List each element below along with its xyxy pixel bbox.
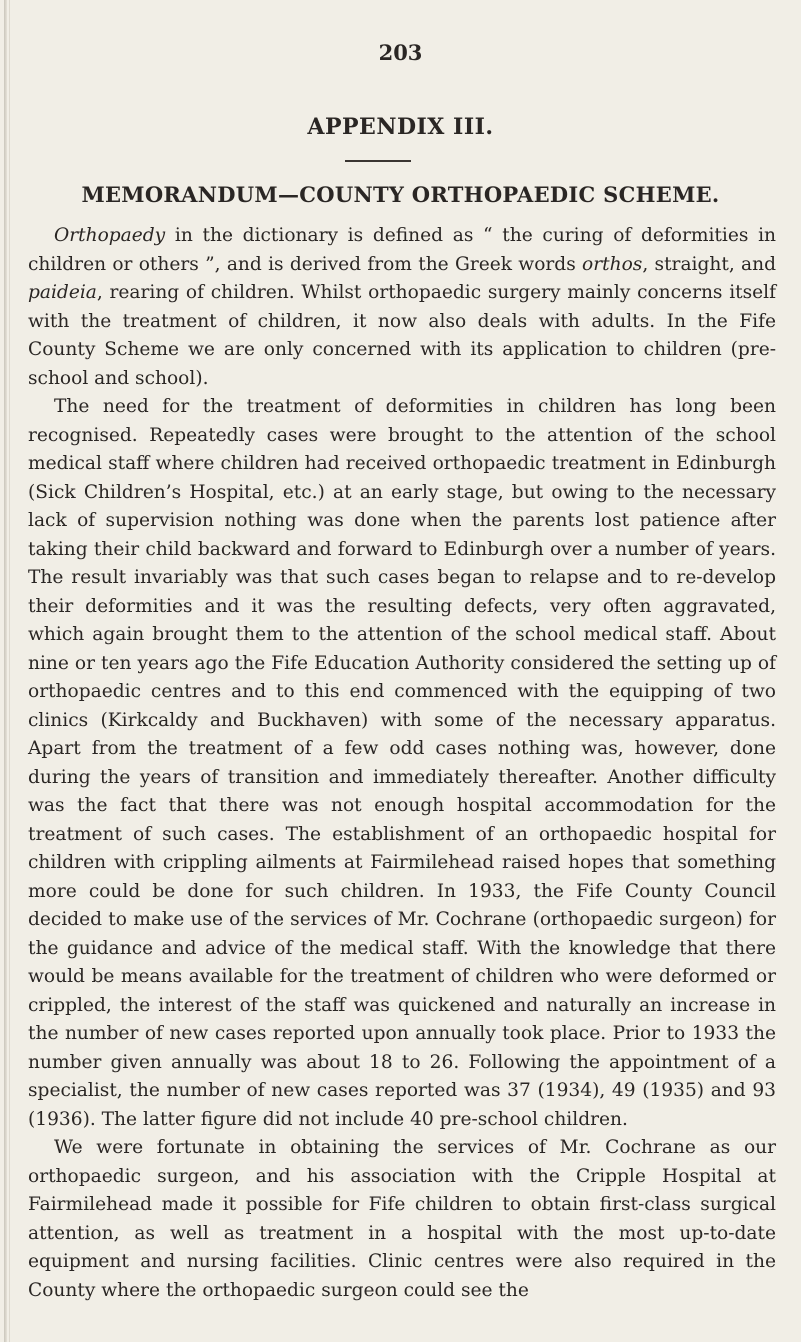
body-text (28, 222, 776, 1305)
greek-word-paideia: paideia (28, 282, 97, 303)
paragraph-history: The need for the treatment of deformities in children has long been recognised. Repeatedly cases were brought to the attention of the school medical staff where children had received orthopaedic treatment in Edinburgh (Sick Children’s Hospital, etc.) at an early stage, but owing to the necessary lack of supervision nothing was done when the parents lost patience after taking their child backward and forward to Edinburgh over a number of years. The result invariably was that such cases began to relapse and to re-develop their deformities and it was the resulting defects, very often aggravated, which again brought them to the attention of the school medical staff. About nine or ten years ago the Fife Education Authority considered the setting up of orthopaedic centres and to this end commenced with the equipping of two clinics (Kirkcaldy and Buckhaven) with some of the necessary apparatus. Apart from the treatment of a few odd cases nothing was, however, done during the years of transition and immediately thereafter. Another difficulty was the fact that there was not enough hospital accommodation for the treatment of such cases. The establishment of an orthopaedic hospital for children with crippling ailments at Fairmilehead raised hopes that something more could be done for such children. In 1933, the Fife County Council decided to make use of the services of Mr. Cochrane (orthopaedic surgeon) for the guidance and advice of the medical staff. With the knowledge that there would be means available for the treatment of children who were deformed or crippled, the interest of the staff was quickened and naturally an increase in the number of new cases reported upon annually took place. Prior to 1933 the number given annually was about 18 to 26. Following the appointment of a specialist, the number of new cases reported was 37 (1934), 49 (1935) and 93 (1936). The latter figure did not include 40 pre-school children. (28, 396, 776, 1130)
definition-text-rest: , rearing of children. Whilst orthopaedic surgery mainly concerns itself with the treatment of children, it now also deals with adults. In the Fife County Scheme we are only concerned with its application to children (pre-school and school). (28, 282, 776, 389)
definition-text-mid: , straight, and (642, 253, 776, 275)
definition-text: in the dictionary is defined as “ the curing of deformities in children or others ”, and is derived from the Greek words (28, 225, 776, 275)
memorandum-title: MEMORANDUM—COUNTY ORTHOPAEDIC SCHEME. (81, 182, 720, 207)
term-orthopaedy: Orthopaedy (54, 225, 166, 246)
paragraph-definition (28, 222, 776, 393)
greek-word-orthos: orthos (582, 253, 643, 275)
title-rule (345, 160, 411, 162)
page-number: 203 (378, 40, 423, 65)
appendix-title: APPENDIX III. (307, 114, 494, 140)
paragraph-services: We were fortunate in obtaining the services of Mr. Cochrane as our orthopaedic surgeon, and his association with the Cripple Hospital at Fairmilehead made it possible for Fife children to obtain first-class surgical attention, as well as treatment in a hospital with the most up-to-date equipment and nursing facilities. Clinic centres were also required in the County where the orthopaedic surgeon could see the (28, 1137, 776, 1301)
